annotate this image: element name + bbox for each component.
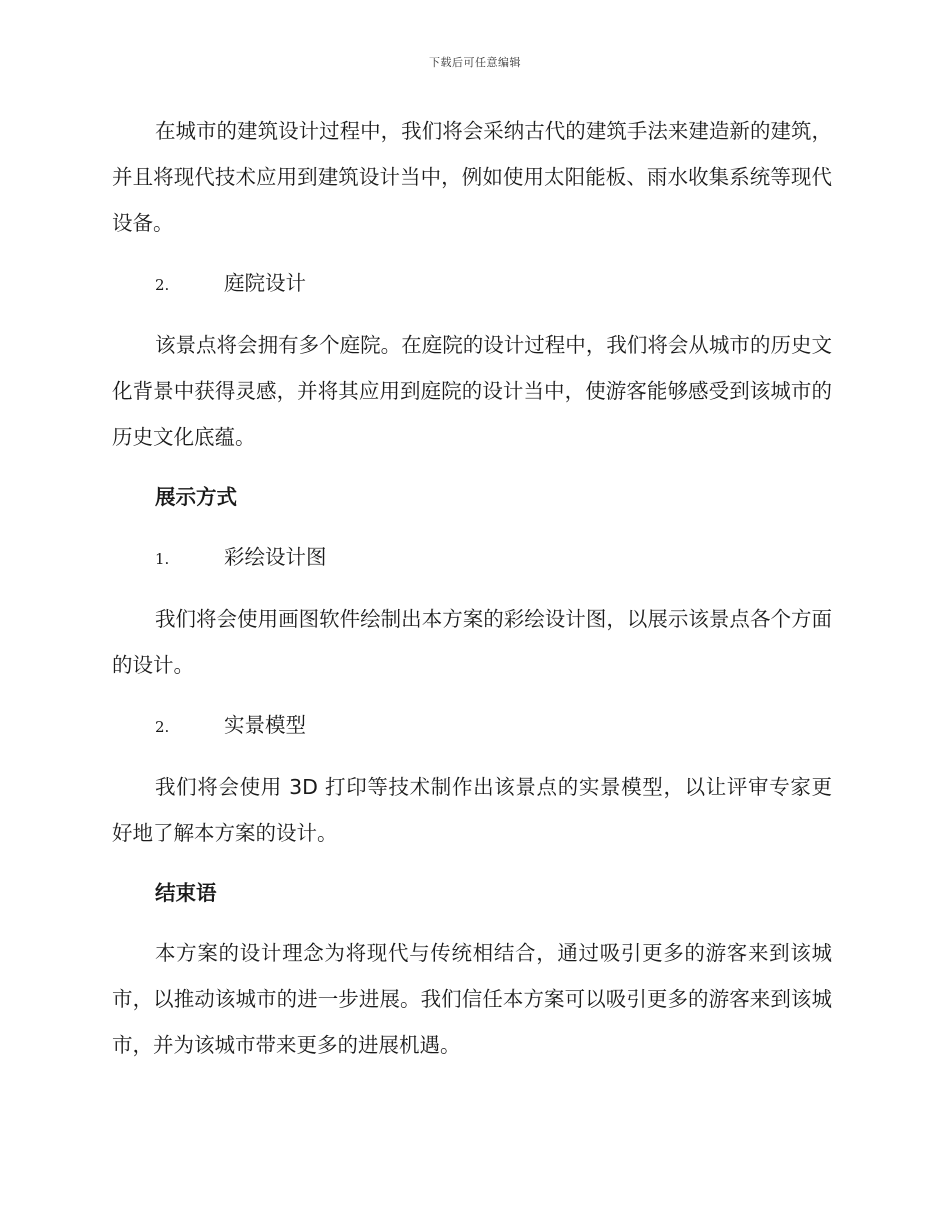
list-label: 彩绘设计图 bbox=[224, 545, 327, 569]
list-number: 1. bbox=[155, 550, 170, 568]
list-item-courtyard-design bbox=[112, 260, 832, 308]
list-number: 2. bbox=[155, 276, 170, 294]
section-title-conclusion: 结束语 bbox=[155, 881, 217, 905]
list-item-scene-model bbox=[112, 702, 832, 750]
paragraph-courtyard: 该景点将会拥有多个庭院。在庭院的设计过程中，我们将会从城市的历史文化背景中获得灵感，并将其应用到庭院的设计当中，使游客能够感受到该城市的历史文化底蕴。 bbox=[112, 333, 832, 449]
page-header: 下载后可任意编辑 bbox=[429, 56, 521, 69]
list-number: 2. bbox=[155, 718, 170, 736]
paragraph-conclusion: 本方案的设计理念为将现代与传统相结合，通过吸引更多的游客来到该城市，以推动该城市的进一步进展。我们信任本方案可以吸引更多的游客来到该城市，并为该城市带来更多的进展机遇。 bbox=[112, 941, 832, 1057]
paragraph-model: 我们将会使用 3D 打印等技术制作出该景点的实景模型，以让评审专家更好地了解本方案的设计。 bbox=[112, 775, 832, 845]
paragraph-drawing: 我们将会使用画图软件绘制出本方案的彩绘设计图，以展示该景点各个方面的设计。 bbox=[112, 607, 832, 677]
list-label: 实景模型 bbox=[224, 713, 306, 737]
list-label: 庭院设计 bbox=[224, 271, 306, 295]
document-body bbox=[112, 108, 832, 1068]
list-item-color-drawing bbox=[112, 534, 832, 582]
section-title-display-method: 展示方式 bbox=[155, 485, 237, 509]
paragraph-architecture: 在城市的建筑设计过程中，我们将会采纳古代的建筑手法来建造新的建筑，并且将现代技术应用到建筑设计当中，例如使用太阳能板、雨水收集系统等现代设备。 bbox=[112, 119, 832, 235]
